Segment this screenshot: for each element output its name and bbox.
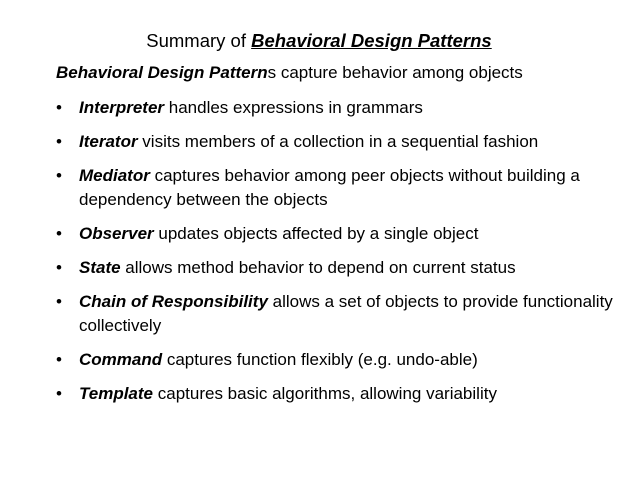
pattern-term: Iterator (79, 132, 138, 151)
list-item-state (56, 256, 626, 280)
bullet-dot: • (56, 98, 62, 117)
pattern-term: Interpreter (79, 98, 165, 117)
pattern-term: Mediator (79, 166, 150, 185)
pattern-term: Chain of Responsibility (79, 292, 268, 311)
bullet-dot: • (56, 166, 62, 185)
pattern-term: State (79, 258, 121, 277)
intro-text: s capture behavior among objects (267, 63, 523, 82)
bullet-dot: • (56, 292, 62, 311)
pattern-description: updates objects affected by a single object (153, 224, 479, 243)
title-prefix: Summary of (146, 30, 252, 51)
pattern-description: allows method behavior to depend on current status (120, 258, 516, 277)
bullet-dot: • (56, 350, 62, 369)
pattern-description: visits members of a collection in a sequential fashion (137, 132, 539, 151)
list-item-observer (56, 222, 626, 246)
bullet-dot: • (56, 384, 62, 403)
pattern-description: captures function flexibly (e.g. undo-able) (162, 350, 478, 369)
list-item-interpreter (56, 96, 626, 120)
pattern-description: captures behavior among peer objects without building a dependency between the objects (79, 166, 580, 209)
pattern-term: Command (79, 350, 163, 369)
list-item-template (56, 382, 626, 406)
list-item-mediator (56, 164, 626, 212)
bullet-dot: • (56, 132, 62, 151)
pattern-list (56, 96, 626, 416)
pattern-term: Observer (79, 224, 154, 243)
pattern-description: handles expressions in grammars (164, 98, 423, 117)
pattern-description: captures basic algorithms, allowing variability (153, 384, 497, 403)
title-emphasis: Behavioral Design Patterns (251, 30, 492, 51)
intro-line (56, 63, 523, 83)
bullet-dot: • (56, 258, 62, 277)
intro-emphasis: Behavioral Design Pattern (56, 63, 268, 82)
pattern-term: Template (79, 384, 154, 403)
list-item-iterator (56, 130, 626, 154)
slide-title (0, 30, 638, 52)
bullet-dot: • (56, 224, 62, 243)
list-item-command (56, 348, 626, 372)
list-item-chain-of-responsibility (56, 290, 626, 338)
pattern-description: allows a set of objects to provide functionality collectively (79, 292, 613, 335)
